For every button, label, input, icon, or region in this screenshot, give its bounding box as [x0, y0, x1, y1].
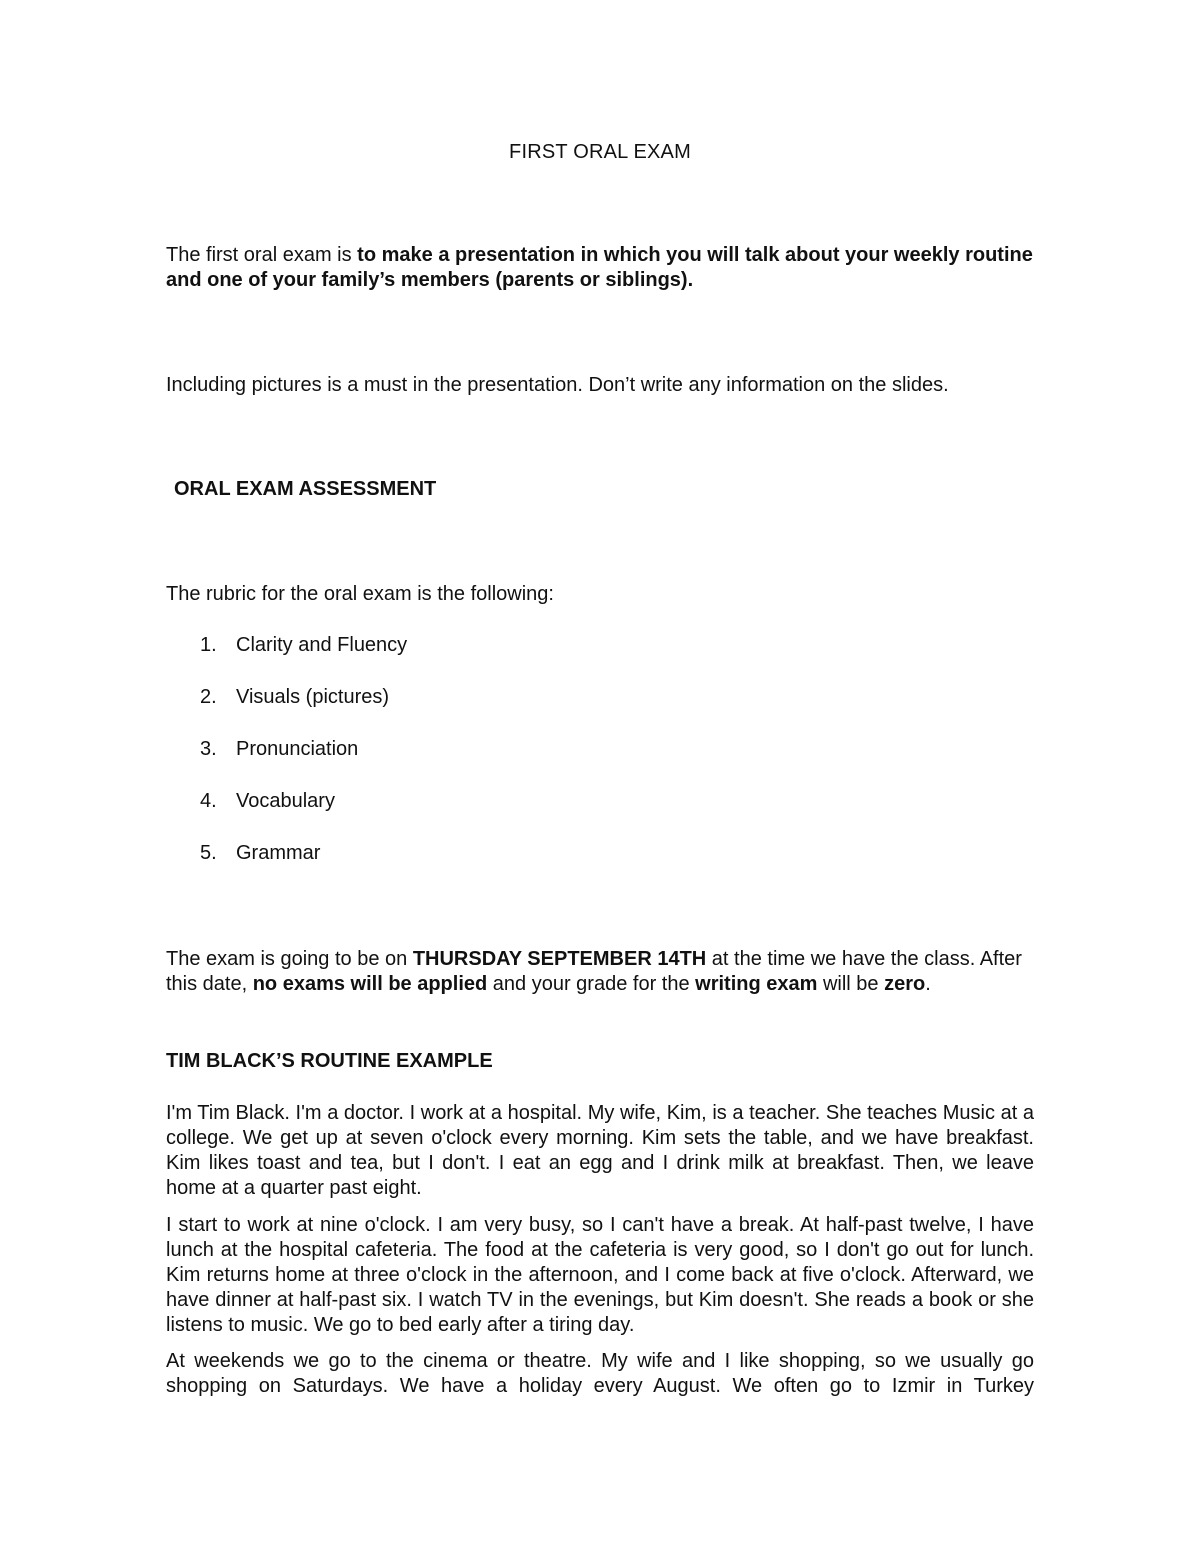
example-heading: TIM BLACK’S ROUTINE EXAMPLE	[166, 1050, 493, 1072]
intro-bold: to make a presentation in which you will talk about your weekly routine and one of your family’s members (parents or siblings).	[166, 244, 1033, 291]
rubric-number: 5.	[200, 842, 217, 864]
rubric-number: 4.	[200, 790, 217, 812]
rubric-label: Grammar	[236, 842, 321, 864]
rubric-list	[200, 633, 407, 893]
rubric-label: Vocabulary	[236, 790, 335, 812]
exam-date-text: and your grade for the	[487, 973, 696, 995]
zero-grade-label: zero	[884, 973, 926, 995]
writing-exam-label: writing exam	[695, 973, 818, 995]
exam-date-paragraph	[166, 947, 1034, 997]
rubric-item	[200, 685, 407, 737]
rubric-intro: The rubric for the oral exam is the following:	[166, 583, 554, 605]
rubric-label: Pronunciation	[236, 738, 359, 760]
exam-date-text: The exam is going to be on	[166, 948, 413, 970]
page-title: FIRST ORAL EXAM	[509, 141, 691, 163]
example-paragraph: At weekends we go to the cinema or theatre. My wife and I like shopping, so we usually go shopping on Saturdays. We have a holiday every August. We often go to Izmir in Turkey	[166, 1350, 1034, 1397]
rubric-item	[200, 633, 407, 685]
rubric-label: Clarity and Fluency	[236, 634, 408, 656]
assessment-heading: ORAL EXAM ASSESSMENT	[174, 478, 437, 500]
pictures-note: Including pictures is a must in the presentation. Don’t write any information on the slides.	[166, 374, 949, 396]
rubric-number: 1.	[200, 634, 217, 656]
rubric-item	[200, 737, 407, 789]
rubric-number: 3.	[200, 738, 217, 760]
no-exams-notice: no exams will be applied	[252, 973, 488, 995]
rubric-label: Visuals (pictures)	[236, 686, 390, 708]
exam-date: THURSDAY SEPTEMBER 14TH	[412, 948, 707, 970]
intro-lead: The first oral exam is	[166, 244, 358, 266]
exam-date-text: .	[925, 973, 931, 995]
exam-date-text: will be	[817, 973, 885, 995]
example-paragraph: I'm Tim Black. I'm a doctor. I work at a hospital. My wife, Kim, is a teacher. She teaches Music at a college. We get up at seven o'clock every morning. Kim sets the table, and we have breakfast. Kim likes toast and tea, but I don't. I eat an egg and I drink milk at breakfast. Then, we leave home at a quarter past eight.	[166, 1102, 1034, 1199]
rubric-number: 2.	[200, 686, 217, 708]
rubric-item	[200, 841, 407, 893]
example-paragraph: I start to work at nine o'clock. I am very busy, so I can't have a break. At half-past twelve, I have lunch at the hospital cafeteria. The food at the cafeteria is very good, so I don't go out for lunch. Kim returns home at three o'clock in the afternoon, and I come back at five o'clock. Afterward, we have dinner at half-past six. I watch TV in the evenings, but Kim doesn't. She reads a book or she listens to music. We go to bed early after a tiring day.	[166, 1214, 1034, 1336]
rubric-item	[200, 789, 407, 841]
exam-date-text: at the time we have the class. After this date,	[166, 948, 1022, 995]
intro-paragraph	[166, 243, 1034, 293]
